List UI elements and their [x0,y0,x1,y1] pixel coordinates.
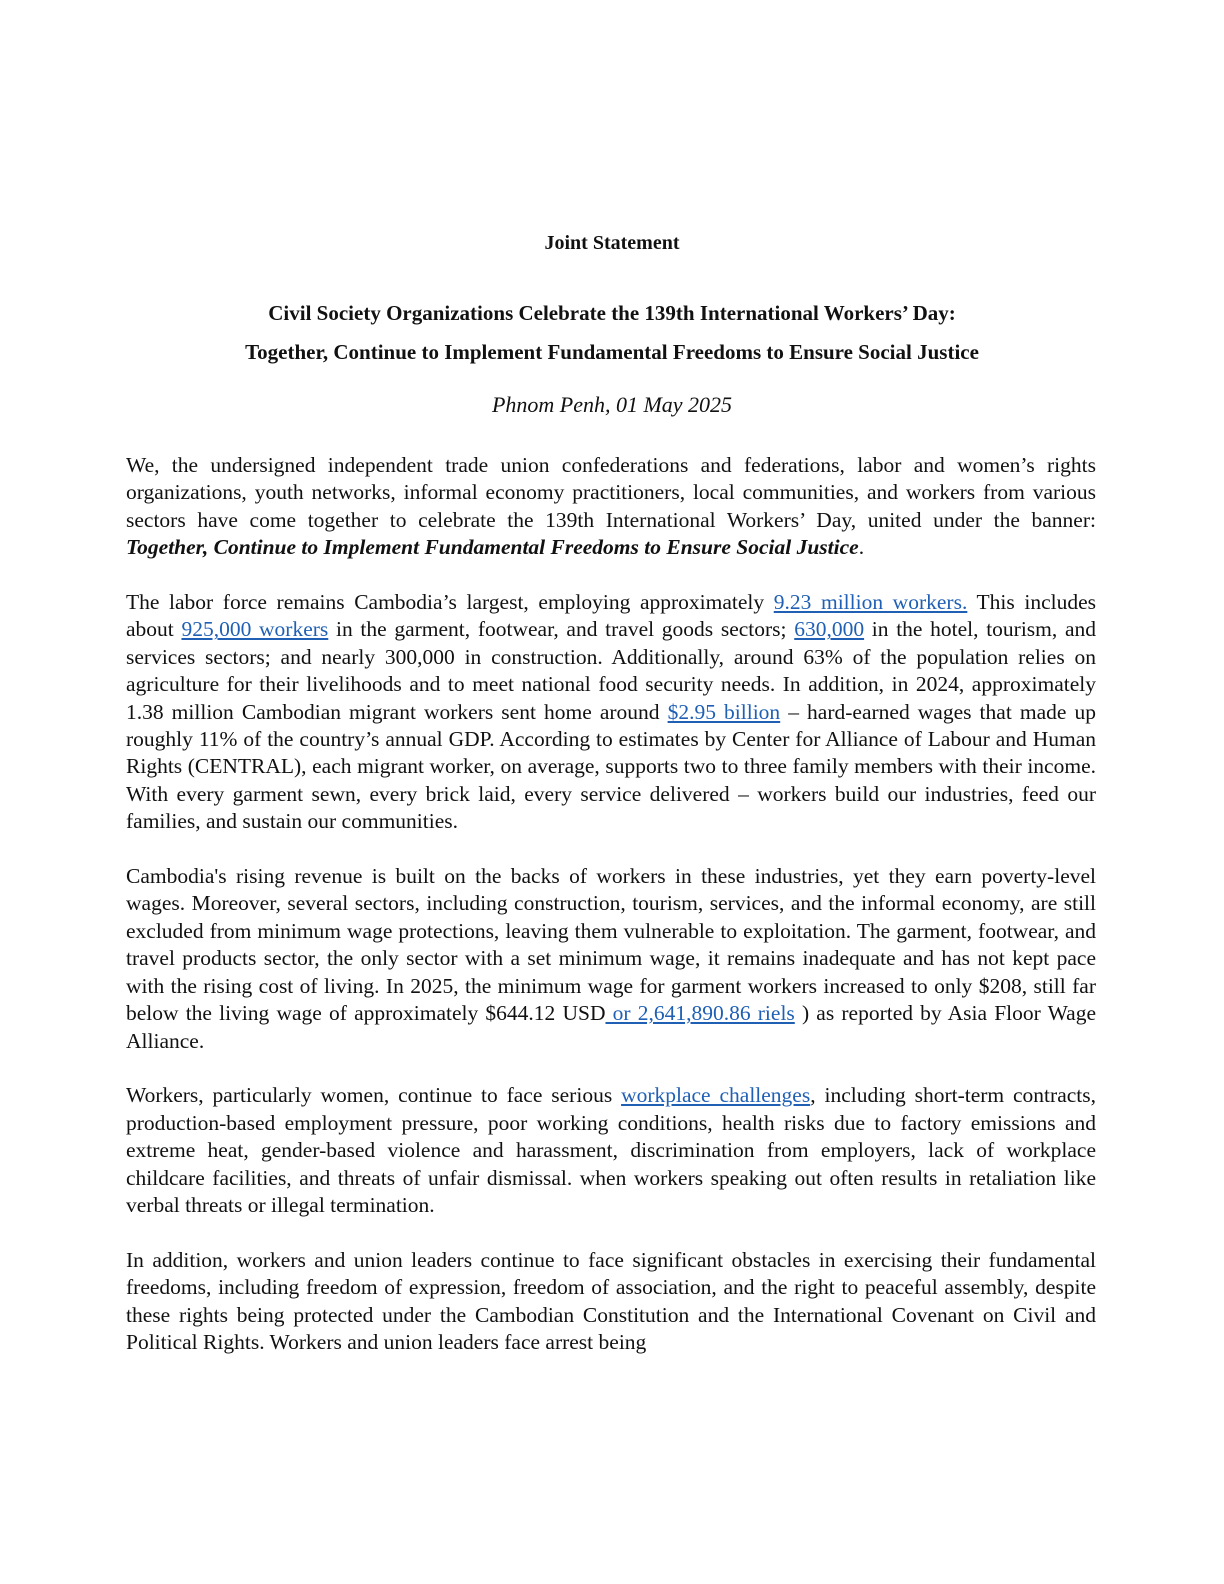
paragraph-intro [126,452,1096,562]
paragraph-wages [126,863,1096,1055]
link-total-workers[interactable]: 9.23 million workers. [773,590,968,615]
title-line-1: Civil Society Organizations Celebrate the 139th International Workers’ Day: [268,301,956,325]
link-hotel-workers[interactable]: 630,000 [794,617,865,642]
paragraph-labor-force [126,589,1096,836]
document-title [0,294,1224,372]
paragraph-text: This includes about [126,590,1097,642]
paragraph-text: in the garment, footwear, and travel goods sectors; [328,617,795,642]
paragraph-text: In addition, workers and union leaders continue to face significant obstacles in exercising their fundamental freedoms, including freedom of expression, freedom of association, and the right to peaceful assembly, despite these rights being protected under the Cambodian Constitution and the International Covenant on Civil and Political Rights. Workers and union leaders face arrest being [126,1247,1096,1354]
link-workplace-challenges[interactable]: workplace challenges [621,1083,811,1108]
paragraph-text: ) as reported by Asia Floor Wage Alliance. [126,1001,1096,1053]
paragraph-text: . [858,535,865,560]
link-living-wage-riels[interactable]: or 2,641,890.86 riels [605,1001,795,1026]
paragraph-text: The labor force remains Cambodia’s largest, employing approximately [126,590,774,615]
paragraph-text: , including short-term contracts, production-based employment pressure, poor working conditions, health risks due to factory emissions and extreme heat, gender-based violence and harassment, discrimination from employers, lack of workplace childcare facilities, and threats of unfair dismissal. when workers speaking out often results in retaliation like verbal threats or illegal termination. [126,1083,1096,1217]
link-garment-workers[interactable]: 925,000 workers [181,617,329,642]
paragraph-text: in the hotel, tourism, and services sectors; and nearly 300,000 in construction. Additionally, around 63% of the population relies on agriculture for their livelihoods and to meet national food security needs. In addition, in 2024, approximately 1.38 million Cambodian migrant workers sent home around [126,617,1096,724]
title-line-2: Together, Continue to Implement Fundamental Freedoms to Ensure Social Justice [245,340,979,364]
paragraph-text: Workers, particularly women, continue to face serious [126,1083,622,1108]
paragraph-freedoms [126,1247,1096,1357]
dateline: Phnom Penh, 01 May 2025 [491,392,733,417]
paragraph-text: We, the undersigned independent trade union confederations and federations, labor and women’s rights organizations, youth networks, informal economy practitioners, local communities, and workers from various sectors have come together to celebrate the 139th International Workers’ Day, united under the banner: [126,453,1096,532]
paragraph-text: – hard-earned wages that made up roughly 11% of the country’s annual GDP. According to estimates by Center for Alliance of Labour and Human Rights (CENTRAL), each migrant worker, on average, supports two to three family members with their income. With every garment sewn, every brick laid, every service delivered – workers build our industries, feed our families, and sustain our communities. [126,699,1096,834]
paragraph-workplace [126,1082,1096,1219]
statement-body [126,452,1096,1384]
document-label: Joint Statement [544,232,680,254]
banner-slogan: Together, Continue to Implement Fundamental Freedoms to Ensure Social Justice [126,535,859,560]
link-remittances[interactable]: $2.95 billion [667,699,781,724]
paragraph-text: Cambodia's rising revenue is built on the backs of workers in these industries, yet they earn poverty-level wages. Moreover, several sectors, including construction, tourism, services, and the informal economy, are still excluded from minimum wage protections, leaving them vulnerable to exploitation. The garment, footwear, and travel products sector, the only sector with a set minimum wage, it remains inadequate and has not kept pace with the rising cost of living. In 2025, the minimum wage for garment workers increased to only $208, still far below the living wage of approximately $644.12 USD [126,864,1096,1026]
